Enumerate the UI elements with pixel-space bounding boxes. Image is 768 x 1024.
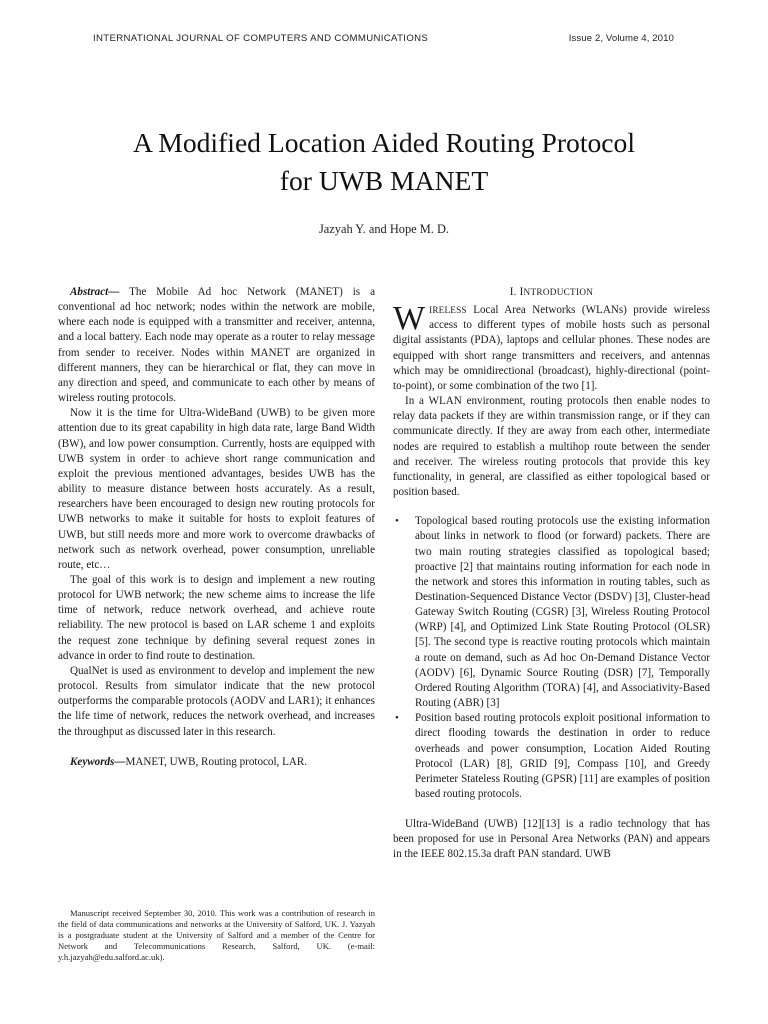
dropcap-letter: W: [393, 300, 426, 338]
journal-name: INTERNATIONAL JOURNAL OF COMPUTERS AND COMMUNICATIONS: [93, 33, 429, 44]
bullet-icon: •: [395, 712, 399, 725]
list-item: [393, 514, 710, 711]
title-line-1: A Modified Location Aided Routing Protocol: [132, 127, 635, 158]
routing-protocol-list: [393, 514, 710, 802]
abstract-paragraph-3: The goal of this work is to design and implement a new routing protocol for UWB network; the new scheme aims to increase the life time of network, reduce network overhead, and achieve route reliability. The new protocol is based on LAR scheme 1 and exploits the request zone technique by defining several request zones in advance in order to find route to destination.: [58, 573, 375, 662]
abstract-paragraph-4: QualNet is used as environment to develop and implement the new protocol. Results from simulator indicate that the new protocol outperforms the comparable protocols (AODV and LAR1); it enhances the life time of network, reduces the network overhead, and increases the throughput as discussed later in this research.: [58, 664, 375, 738]
section-heading-introduction: I. INTRODUCTION: [509, 286, 594, 298]
left-column: [58, 285, 375, 770]
running-header: [93, 33, 674, 47]
list-item-text: Topological based routing protocols use the existing information about links in network to flood (or forward) packets. There are two main routing strategies classified as topological based; proactive [2] that maintains routing information for each node in the network and stores this information in routing tables, such as Destination-Sequenced Distance Vector (DSDV) [3], Cluster-head Gateway Switch Routing (CGSR) [3], Wireless Routing Protocol (WRP) [4], and Optimized Link State Routing Protocol (OLSR) [5]. The second type is reactive routing protocols which maintain a route on demand, such as Ad hoc On-Demand Distance Vector (AODV) [6], Dynamic Source Routing (DSR) [7], Temporally Ordered Routing Algorithm (TORA) [4], and Associativity-Based Routing (ABR) [3]: [415, 515, 710, 710]
list-item: [393, 711, 710, 802]
manuscript-footnote: Manuscript received September 30, 2010. This work was a contribution of research in the field of data communications and networks at the University of Salford, UK. J. Yazyah is a postgraduate student at the University of Salford and a member of the Centre for Network and Telecommunications Research, Salford, UK. (e-mail: y.h.jazyah@edu.salford.ac.uk).: [58, 908, 375, 963]
bullet-icon: •: [395, 515, 399, 528]
intro-paragraph-2: In a WLAN environment, routing protocols then enable nodes to relay data packets if they are within transmission range, or if they can communicate directly. If they are away from each other, intermediate nodes are required to establish a multihop route between the sender and receiver. The wireless routing protocols that provide this key functionality, in general, are classified as either topological based or position based.: [393, 395, 710, 499]
intro-paragraph-3: Ultra-WideBand (UWB) [12][13] is a radio technology that has been proposed for use in Personal Area Networks (PAN) and appears in the IEEE 802.15.3a draft PAN standard. UWB: [393, 818, 710, 861]
issue-info: Issue 2, Volume 4, 2010: [568, 33, 674, 44]
abstract-text-1: The Mobile Ad hoc Network (MANET) is a conventional ad hoc network; nodes within the network are mobile, where each node is equipped with a transmitter and receiver, antenna, and a local battery. Each node may operate as a router to relay message from sender to receiver. Nodes within MANET are organized in different manners, they can be hierarchical or flat, they can move in any direction and speed, and communicate to each other by means of wireless routing protocols.: [58, 286, 375, 405]
keywords-text: MANET, UWB, Routing protocol, LAR.: [125, 755, 308, 768]
keywords-label: Keywords—: [70, 755, 126, 768]
title-line-2: for UWB MANET: [279, 165, 489, 196]
abstract-paragraph-1: [58, 285, 375, 406]
intro-text-1: Local Area Networks (WLANs) provide wireless access to different types of mobile hosts such as personal digital assistants (PDA), laptops and cellular phones. These nodes are equipped with short range transmitters and receivers, and antennas which may be omnidirectional (broadcast), highly-directional (point-to-point), or some combination of the two [1].: [393, 304, 710, 392]
author-list: Jazyah Y. and Hope M. D.: [318, 222, 450, 236]
keywords-line: [58, 755, 375, 770]
intro-paragraph-1: [393, 300, 710, 394]
list-item-text: Position based routing protocols exploit positional information to direct flooding towards the destination in order to reduce overheads and power consumption, Location Aided Routing Protocol (LAR) [8], GRID [9], Compass [10], and Greedy Perimeter Stateless Routing (GPSR) [11] are examples of position based routing protocols.: [415, 712, 710, 800]
abstract-paragraph-2: Now it is the time for Ultra-WideBand (UWB) to be given more attention due to its great capability in high data rate, large Band Width (BW), and low power consumption. Currently, hosts are equipped with UWB system in order to achieve short range communication and exploit the previous mentioned advantages, besides UWB has the ability to measure distance between hosts accurately. As a result, researchers have been encouraged to design new routing protocols for UWB networks to make it suitable for hosts to exploit features of UWB, but still needs more and more work to overcome drawbacks of network such as network overhead, power consumption, unreliable route, etc…: [58, 407, 375, 571]
abstract-label: Abstract—: [70, 286, 120, 298]
intro-lead-word: IRELESS: [429, 305, 467, 316]
paper-title: [40, 124, 728, 200]
right-column: [393, 285, 710, 863]
